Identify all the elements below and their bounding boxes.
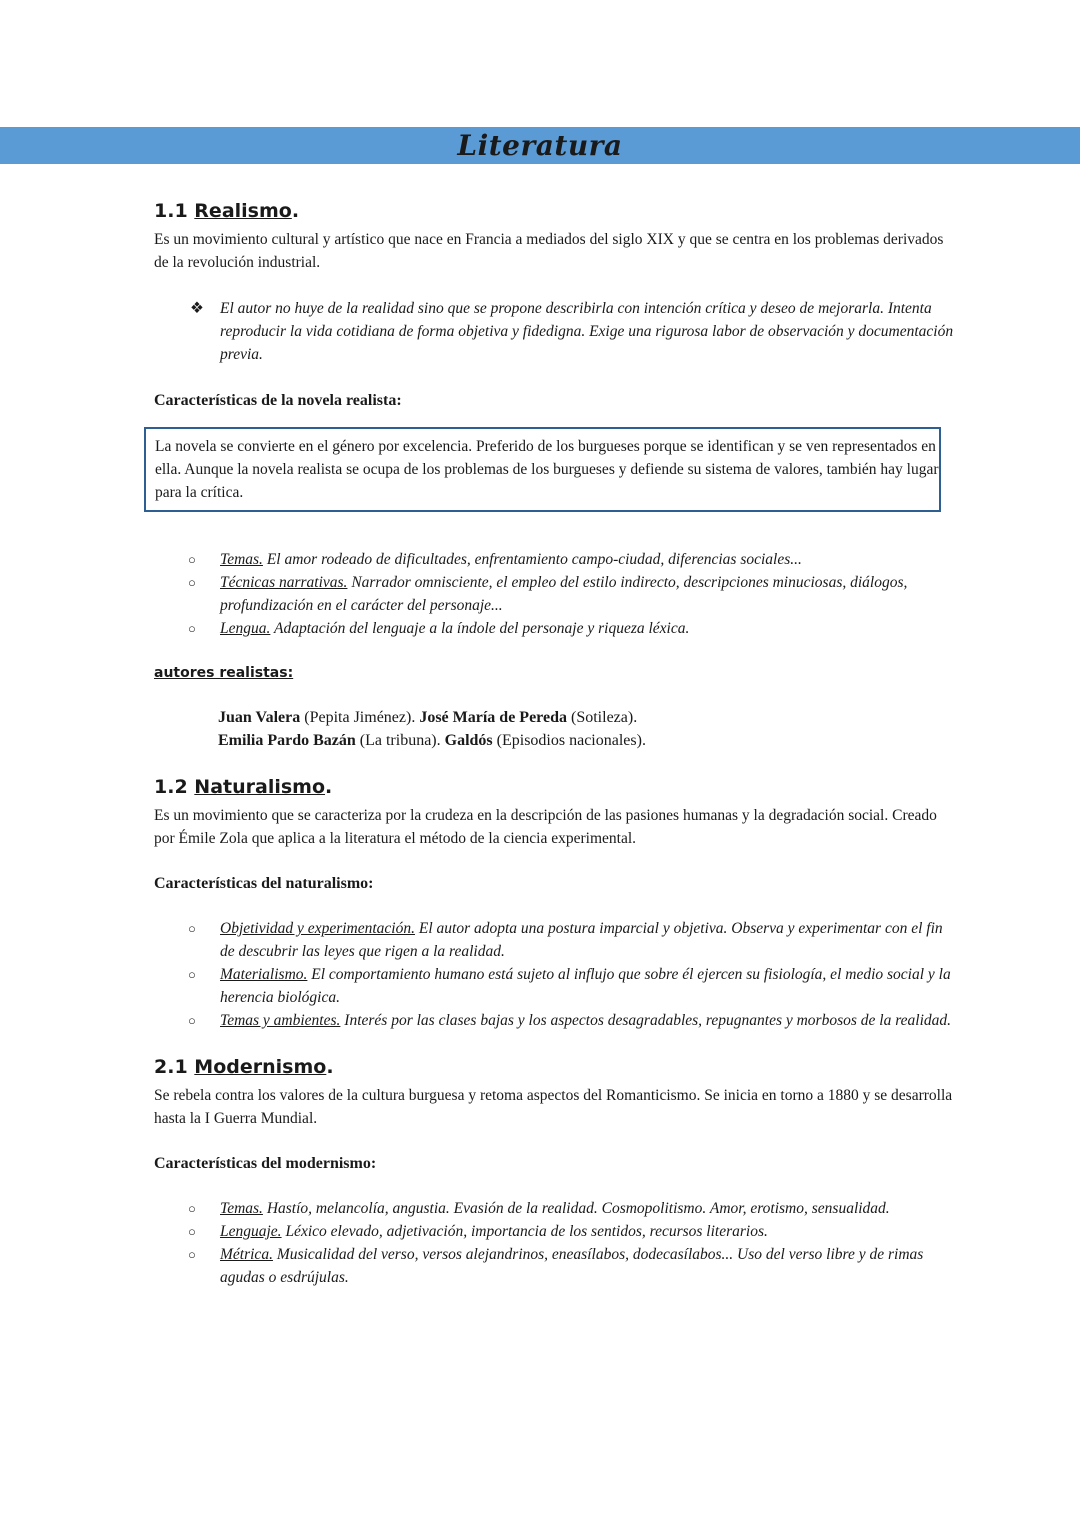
section-number: 2.1 (154, 1056, 188, 1078)
section-heading-modernismo: 2.1 Modernismo. (154, 1056, 334, 1078)
list-item (188, 1220, 954, 1243)
author-work: (La tribuna). (355, 732, 445, 749)
page-title: Literatura (457, 129, 623, 162)
author-name: José María de Pereda (419, 709, 567, 726)
author-work: (Episodios nacionales). (492, 732, 646, 749)
list-item (188, 571, 954, 617)
naturalismo-char-heading: Características del naturalismo: (154, 875, 374, 892)
title-banner (0, 127, 1080, 164)
circle-bullet-icon: ○ (188, 621, 196, 636)
item-term: Temas. (220, 551, 263, 568)
circle-bullet-icon: ○ (188, 1224, 196, 1239)
author-name: Galdós (444, 732, 493, 749)
boxed-note-text: La novela se convierte en el género por excelencia. Preferido de los burgueses porque se identifican y se ven representados en ella. Aunque la novela realista se ocupa de los problemas de los burgueses y defiende su sistema de valores, también hay lugar para la crítica. (155, 438, 939, 501)
item-text: Musicalidad del verso, versos alejandrinos, eneasílabos, dodecasílabos... Uso del verso libre y de rimas agudas o esdrújulas. (220, 1246, 924, 1286)
circle-bullet-icon: ○ (188, 1201, 196, 1216)
section-heading-naturalismo: 1.2 Naturalismo. (154, 776, 333, 798)
author-name: Juan Valera (218, 709, 301, 726)
list-item (188, 917, 954, 963)
list-item (188, 1197, 954, 1220)
section-title: Modernismo (194, 1056, 327, 1078)
item-term: Técnicas narrativas. (220, 574, 348, 591)
item-text: El comportamiento humano está sujeto al influjo que sobre él ejercen su fisiología, el medio social y la herencia biológica. (220, 966, 951, 1006)
item-term: Lengua. (220, 620, 271, 637)
item-term: Métrica. (220, 1246, 273, 1263)
naturalismo-list (154, 917, 954, 1032)
author-work: (Sotileza). (567, 709, 638, 726)
item-text: Interés por las clases bajas y los aspectos desagradables, repugnantes y morbosos de la realidad. (340, 1012, 952, 1029)
realismo-bullet (190, 297, 954, 366)
circle-bullet-icon: ○ (188, 1013, 196, 1028)
list-item (188, 617, 954, 640)
item-text: Léxico elevado, adjetivación, importancia de los sentidos, recursos literarios. (281, 1223, 768, 1240)
authors-line (218, 729, 954, 752)
realismo-list (154, 548, 954, 640)
list-item (188, 963, 954, 1009)
list-item (188, 1243, 954, 1289)
modernismo-list (154, 1197, 954, 1289)
section-title: Realismo (194, 200, 292, 222)
section-title: Naturalismo (194, 776, 326, 798)
modernismo-char-heading: Características del modernismo: (154, 1155, 377, 1172)
circle-bullet-icon: ○ (188, 552, 196, 567)
item-text: El autor adopta una postura imparcial y objetiva. Observa y experimentar con el fin de descubrir las leyes que rigen a la realidad. (220, 920, 943, 960)
item-term: Temas y ambientes. (220, 1012, 341, 1029)
authors-list (218, 706, 954, 752)
item-term: Materialismo. (220, 966, 308, 983)
list-item (188, 1009, 954, 1032)
item-term: Objetividad y experimentación. (220, 920, 415, 937)
author-name: Emilia Pardo Bazán (218, 732, 356, 749)
bullet-text: El autor no huye de la realidad sino que se propone describirla con intención crítica y deseo de mejorarla. Intenta reproducir la vida cotidiana de forma objetiva y fidedigna. Exige una rigurosa labor de observación y documentación previa. (220, 300, 954, 363)
document-body (154, 198, 954, 1289)
item-term: Lenguaje. (220, 1223, 282, 1240)
section-number: 1.1 (154, 200, 188, 222)
realismo-boxed-note (144, 427, 941, 512)
section-number: 1.2 (154, 776, 188, 798)
circle-bullet-icon: ○ (188, 921, 196, 936)
realismo-char-heading: Características de la novela realista: (154, 392, 402, 409)
item-text: Hastío, melancolía, angustia. Evasión de la realidad. Cosmopolitismo. Amor, erotismo, sensualidad. (262, 1200, 890, 1217)
diamond-bullet-icon: ❖ (190, 300, 204, 317)
list-item (188, 548, 954, 571)
author-work: (Pepita Jiménez). (300, 709, 420, 726)
item-text: El amor rodeado de dificultades, enfrentamiento campo-ciudad, diferencias sociales... (262, 551, 802, 568)
circle-bullet-icon: ○ (188, 967, 196, 982)
realismo-intro: Es un movimiento cultural y artístico que nace en Francia a mediados del siglo XIX y que se centra en los problemas derivados de la revolución industrial. (154, 231, 944, 271)
naturalismo-intro: Es un movimiento que se caracteriza por la crudeza en la descripción de las pasiones humanas y la degradación social. Creado por Émile Zola que aplica a la literatura el método de la ciencia experimental. (154, 807, 937, 847)
item-text: Adaptación del lenguaje a la índole del personaje y riqueza léxica. (270, 620, 690, 637)
section-heading-realismo: 1.1 Realismo. (154, 200, 300, 222)
item-text: Narrador omnisciente, el empleo del estilo indirecto, descripciones minuciosas, diálogos, profundización en el carácter del personaje... (220, 574, 908, 614)
modernismo-intro: Se rebela contra los valores de la cultura burguesa y retoma aspectos del Romanticismo. Se inicia en torno a 1880 y se desarrolla hasta la I Guerra Mundial. (154, 1087, 953, 1127)
authors-line (218, 706, 954, 729)
item-term: Temas. (220, 1200, 263, 1217)
circle-bullet-icon: ○ (188, 1247, 196, 1262)
circle-bullet-icon: ○ (188, 575, 196, 590)
authors-label: autores realistas: (154, 665, 294, 681)
